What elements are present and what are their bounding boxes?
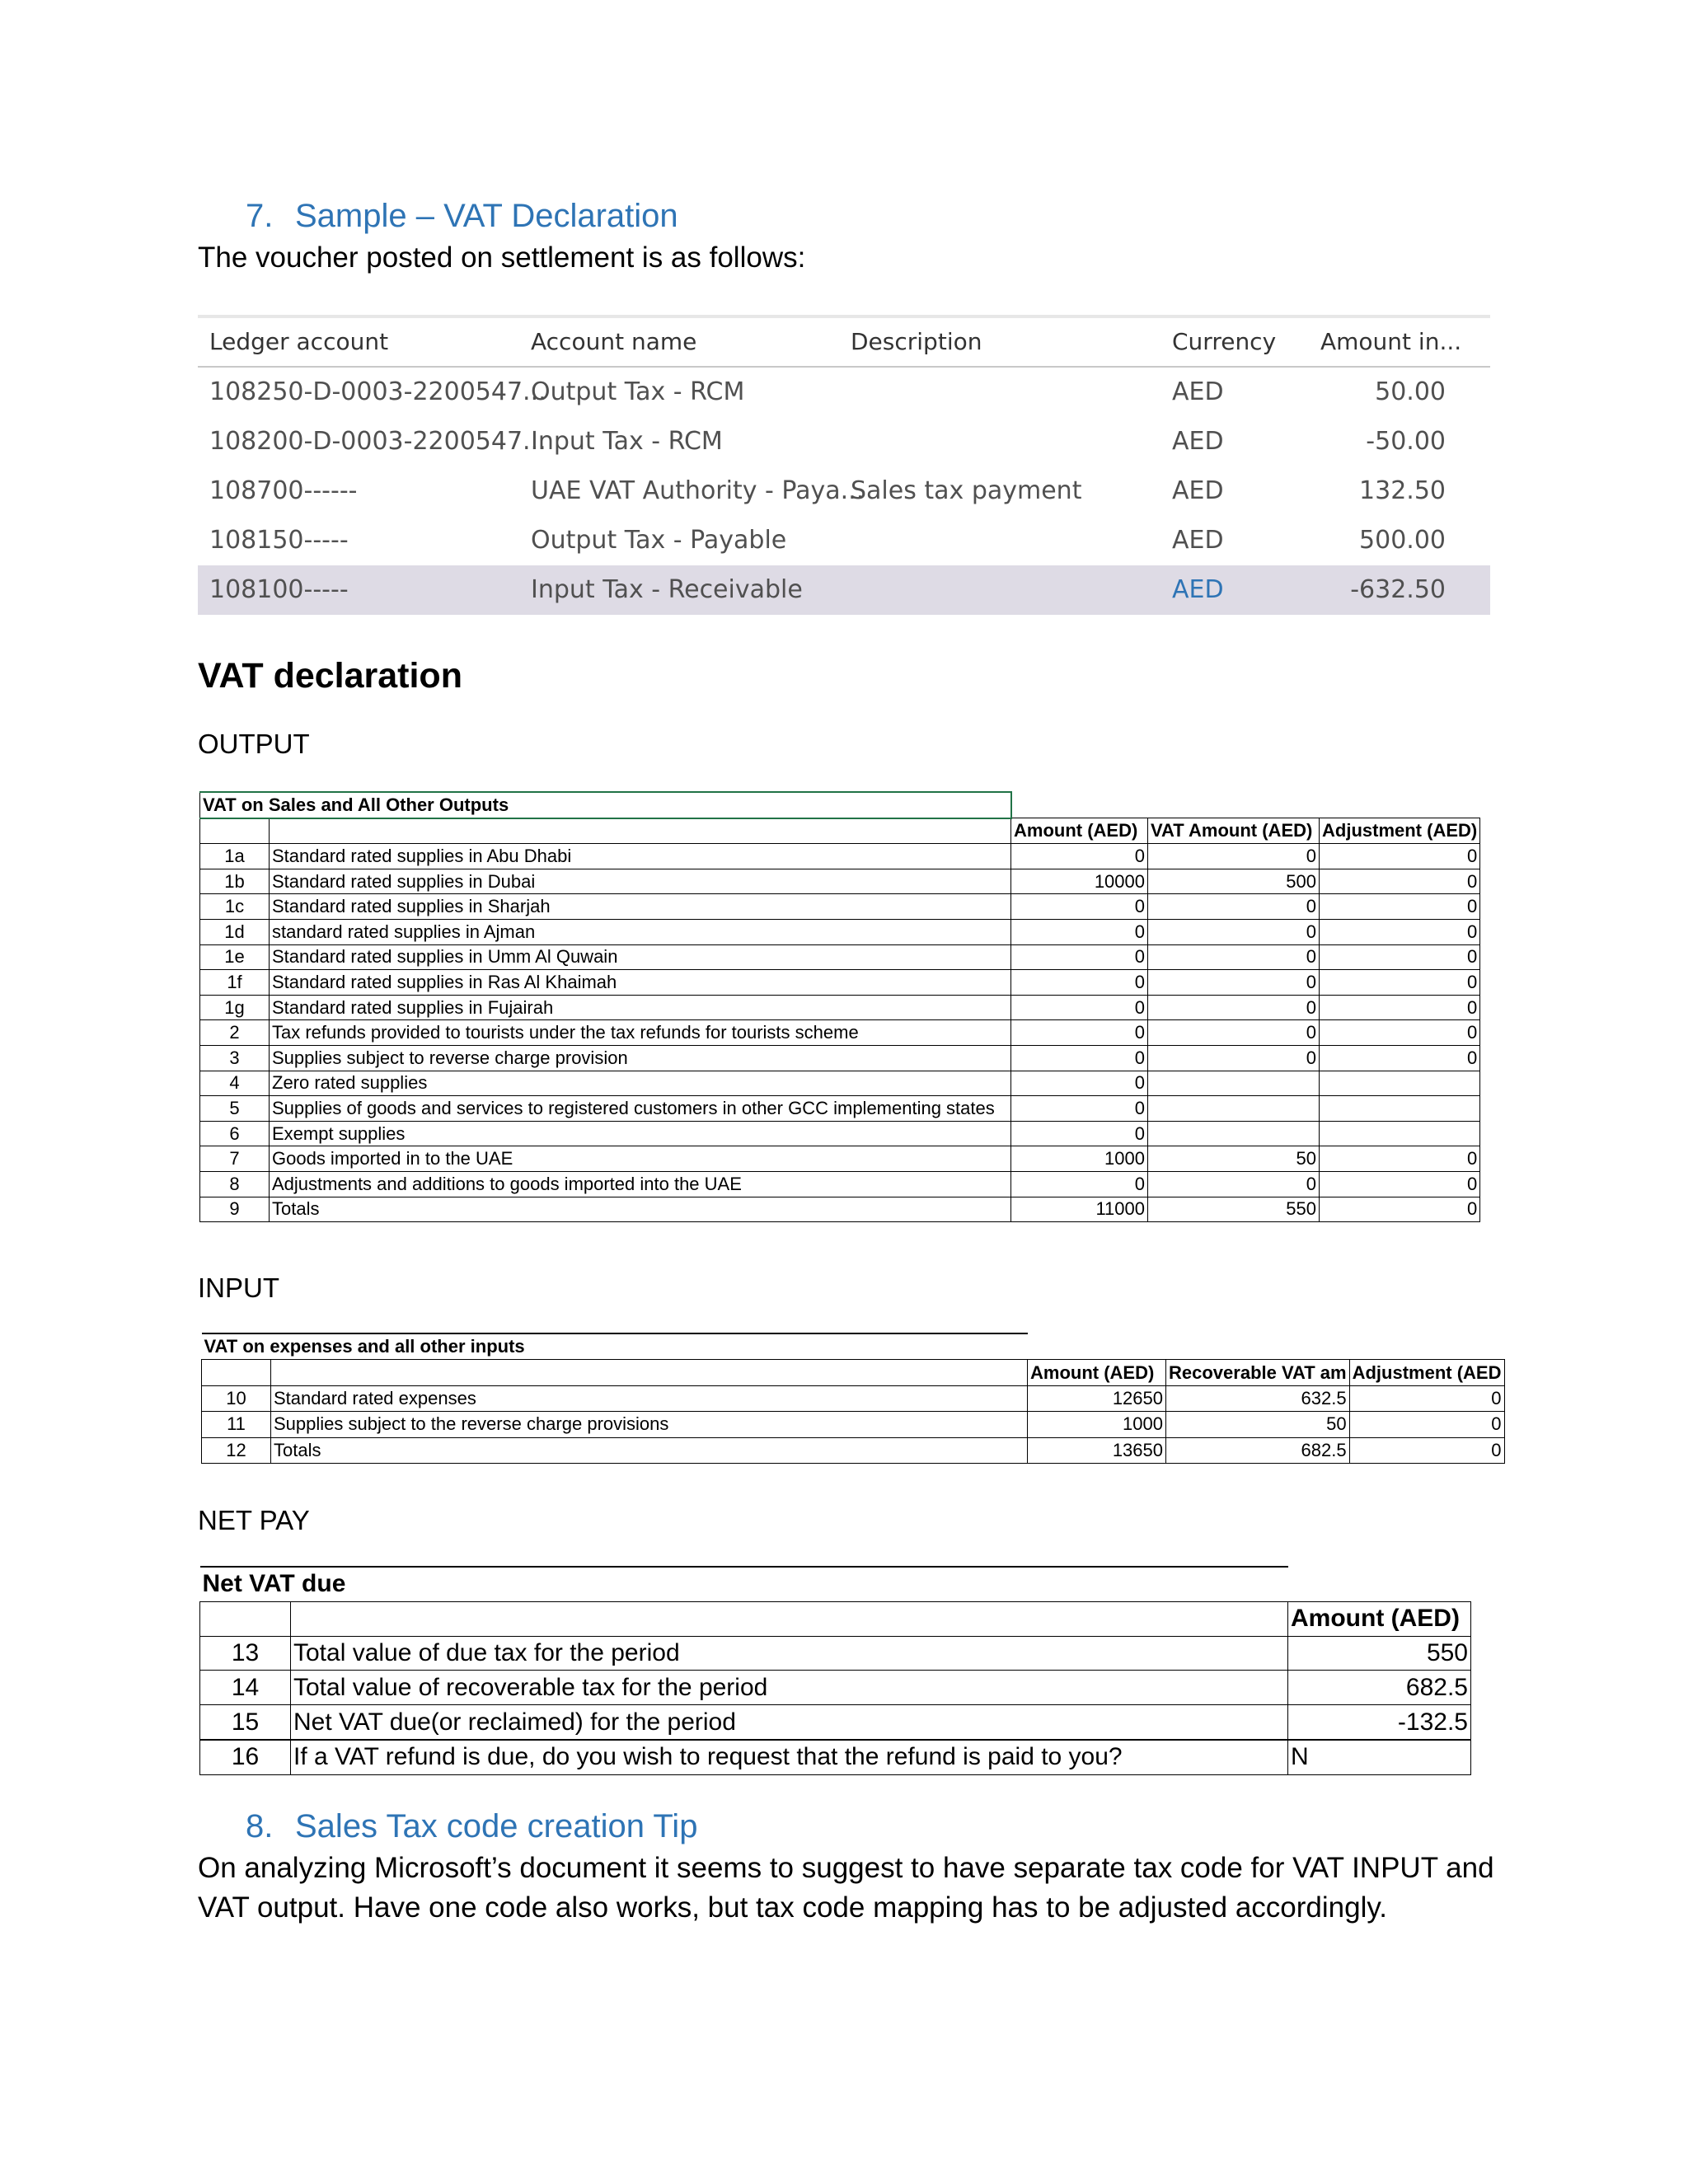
currency-cell: AED — [1172, 526, 1224, 555]
col-header-description[interactable]: Description — [851, 328, 982, 355]
output-totals-row — [200, 1197, 1480, 1222]
adjustment-value: 0 — [1349, 1385, 1504, 1411]
vat-amount-value: 500 — [1148, 869, 1320, 894]
box-number: 6 — [200, 1121, 270, 1146]
row-description: Zero rated supplies — [270, 1071, 1011, 1096]
output-header-vat-amount: VAT Amount (AED) — [1148, 818, 1320, 844]
input-row — [202, 1385, 1505, 1411]
adjustment-value — [1320, 1071, 1480, 1096]
box-number: 16 — [200, 1740, 291, 1774]
account-name-cell: Input Tax - RCM — [531, 427, 723, 456]
amount-value: 12650 — [1028, 1385, 1166, 1411]
ledger-account-cell: 108700------ — [209, 476, 358, 505]
vat-amount-value: 50 — [1148, 1146, 1320, 1172]
recoverable-vat-value: 682.5 — [1166, 1437, 1350, 1463]
adjustment-value: 0 — [1349, 1412, 1504, 1437]
voucher-grid-header — [198, 318, 1490, 368]
row-description: Standard rated supplies in Sharjah — [270, 894, 1011, 920]
box-number: 4 — [200, 1071, 270, 1096]
amount-cell: 500.00 — [1359, 526, 1446, 555]
box-number: 8 — [200, 1171, 270, 1197]
amount-value: 1000 — [1028, 1412, 1166, 1437]
vat-amount-value: 0 — [1148, 1045, 1320, 1071]
adjustment-value: 0 — [1320, 869, 1480, 894]
vat-amount-value: 0 — [1148, 919, 1320, 944]
row-description: Total value of due tax for the period — [291, 1636, 1288, 1671]
row-description: Total value of recoverable tax for the period — [291, 1671, 1288, 1705]
adjustment-value — [1320, 1121, 1480, 1146]
currency-cell[interactable]: AED — [1172, 575, 1224, 604]
row-description: Net VAT due(or reclaimed) for the period — [291, 1705, 1288, 1740]
voucher-row[interactable] — [198, 516, 1490, 565]
vat-amount-value: 0 — [1148, 995, 1320, 1020]
adjustment-value: 0 — [1320, 1146, 1480, 1172]
output-row — [200, 944, 1480, 970]
box-number: 1b — [200, 869, 270, 894]
vat-amount-value: 0 — [1148, 970, 1320, 996]
box-number: 12 — [202, 1437, 271, 1463]
amount-value: 0 — [1011, 1045, 1148, 1071]
adjustment-value: 0 — [1320, 1045, 1480, 1071]
input-totals-row — [202, 1437, 1505, 1463]
amount-value: 0 — [1011, 1071, 1148, 1096]
amount-value: 0 — [1011, 894, 1148, 920]
output-row — [200, 894, 1480, 920]
output-row — [200, 844, 1480, 869]
output-row — [200, 1096, 1480, 1122]
vat-amount-value — [1148, 1096, 1320, 1122]
amount-cell: 50.00 — [1375, 377, 1446, 406]
amount-value: 11000 — [1011, 1197, 1148, 1222]
account-name-cell: UAE VAT Authority - Paya... — [531, 476, 865, 505]
currency-cell: AED — [1172, 377, 1224, 406]
box-number: 1a — [200, 844, 270, 869]
voucher-grid — [198, 315, 1490, 615]
account-name-cell: Output Tax - Payable — [531, 526, 787, 555]
input-label: INPUT — [198, 1272, 279, 1303]
vat-amount-value: 550 — [1148, 1197, 1320, 1222]
amount-value: 1000 — [1011, 1146, 1148, 1172]
amount-cell: -632.50 — [1350, 575, 1446, 604]
voucher-row[interactable] — [198, 417, 1490, 466]
box-number: 2 — [200, 1020, 270, 1046]
vat-amount-value — [1148, 1121, 1320, 1146]
input-vat-table — [201, 1333, 1505, 1464]
netpay-label: NET PAY — [198, 1505, 310, 1535]
amount-value: 10000 — [1011, 869, 1148, 894]
net-vat-title: Net VAT due — [200, 1567, 1288, 1601]
row-description: Standard rated supplies in Ras Al Khaimah — [270, 970, 1011, 996]
ledger-account-cell: 108100----- — [209, 575, 349, 604]
col-header-ledger-account[interactable]: Ledger account — [209, 328, 389, 355]
amount-cell: -50.00 — [1366, 427, 1446, 456]
col-header-currency[interactable]: Currency — [1172, 328, 1277, 355]
ledger-account-cell: 108250-D-0003-2200547... — [209, 377, 546, 406]
box-number: 14 — [200, 1671, 291, 1705]
output-row — [200, 1045, 1480, 1071]
amount-value: 13650 — [1028, 1437, 1166, 1463]
description-cell: Sales tax payment — [851, 476, 1082, 505]
amount-value: 0 — [1011, 919, 1148, 944]
vat-amount-value: 0 — [1148, 944, 1320, 970]
output-row — [200, 1146, 1480, 1172]
input-row — [202, 1412, 1505, 1437]
section-8-title: Sales Tax code creation Tip — [295, 1808, 698, 1844]
amount-value: 682.5 — [1288, 1671, 1471, 1705]
row-description: standard rated supplies in Ajman — [270, 919, 1011, 944]
currency-cell: AED — [1172, 427, 1224, 456]
box-number: 13 — [200, 1636, 291, 1671]
output-header-adjustment: Adjustment (AED) — [1320, 818, 1480, 844]
row-description: Goods imported in to the UAE — [270, 1146, 1011, 1172]
box-number: 5 — [200, 1096, 270, 1122]
adjustment-value: 0 — [1320, 970, 1480, 996]
input-header-amount: Amount (AED) — [1028, 1360, 1166, 1385]
currency-cell: AED — [1172, 476, 1224, 505]
adjustment-value: 0 — [1320, 944, 1480, 970]
output-row — [200, 970, 1480, 996]
input-header-adjustment: Adjustment (AED — [1349, 1360, 1504, 1385]
adjustment-value: 0 — [1320, 1197, 1480, 1222]
input-header-recoverable-vat: Recoverable VAT am — [1166, 1360, 1350, 1385]
box-number: 1d — [200, 919, 270, 944]
box-number: 7 — [200, 1146, 270, 1172]
row-description: Tax refunds provided to tourists under the tax refunds for tourists scheme — [270, 1020, 1011, 1046]
output-row — [200, 919, 1480, 944]
box-number: 9 — [200, 1197, 270, 1222]
row-description: Standard rated supplies in Abu Dhabi — [270, 844, 1011, 869]
net-header-amount: Amount (AED) — [1288, 1601, 1471, 1636]
output-header-amount: Amount (AED) — [1011, 818, 1148, 844]
vat-amount-value — [1148, 1071, 1320, 1096]
adjustment-value: 0 — [1320, 844, 1480, 869]
vat-amount-value: 0 — [1148, 844, 1320, 869]
vat-amount-value: 0 — [1148, 894, 1320, 920]
row-description: Totals — [270, 1197, 1011, 1222]
voucher-row[interactable] — [198, 466, 1490, 516]
adjustment-value: 0 — [1320, 919, 1480, 944]
output-label: OUTPUT — [198, 729, 310, 759]
output-row — [200, 869, 1480, 894]
adjustment-value: 0 — [1320, 894, 1480, 920]
intro-paragraph: The voucher posted on settlement is as follows: — [198, 241, 806, 274]
adjustment-value — [1320, 1096, 1480, 1122]
adjustment-value: 0 — [1320, 1020, 1480, 1046]
row-description: Supplies subject to reverse charge provision — [270, 1045, 1011, 1071]
amount-value: 0 — [1011, 1020, 1148, 1046]
section-7-number: 7. — [246, 198, 274, 234]
amount-value: 0 — [1011, 1096, 1148, 1122]
ledger-account-cell: 108150----- — [209, 526, 349, 555]
closing-paragraph-line-1: On analyzing Microsoft’s document it seems to suggest to have separate tax code for VAT INPUT and — [198, 1852, 1494, 1884]
account-name-cell: Input Tax - Receivable — [531, 575, 803, 604]
box-number: 1g — [200, 995, 270, 1020]
output-vat-table — [199, 791, 1480, 1222]
output-row — [200, 1121, 1480, 1146]
row-description: Standard rated expenses — [271, 1385, 1028, 1411]
row-description: Standard rated supplies in Fujairah — [270, 995, 1011, 1020]
row-description: Standard rated supplies in Dubai — [270, 869, 1011, 894]
vat-amount-value: 0 — [1148, 1171, 1320, 1197]
net-row — [200, 1671, 1471, 1705]
amount-value: 0 — [1011, 970, 1148, 996]
recoverable-vat-value: 632.5 — [1166, 1385, 1350, 1411]
voucher-row-selected[interactable] — [198, 565, 1490, 615]
row-description: Totals — [271, 1437, 1028, 1463]
section-7-title: Sample – VAT Declaration — [295, 198, 678, 234]
output-table-title: VAT on Sales and All Other Outputs — [200, 792, 1011, 818]
refund-answer-value: N — [1288, 1740, 1471, 1774]
amount-value: 0 — [1011, 1121, 1148, 1146]
adjustment-value: 0 — [1320, 1171, 1480, 1197]
amount-cell: 132.50 — [1359, 476, 1446, 505]
amount-value: 0 — [1011, 995, 1148, 1020]
vat-declaration-heading: VAT declaration — [198, 656, 462, 696]
amount-value: 550 — [1288, 1636, 1471, 1671]
col-header-account-name[interactable]: Account name — [531, 328, 697, 355]
box-number: 1f — [200, 970, 270, 996]
row-description: Standard rated supplies in Umm Al Quwain — [270, 944, 1011, 970]
net-vat-table — [199, 1566, 1471, 1775]
row-description: If a VAT refund is due, do you wish to request that the refund is paid to you? — [291, 1740, 1288, 1774]
box-number: 10 — [202, 1385, 271, 1411]
output-row — [200, 1171, 1480, 1197]
voucher-row[interactable] — [198, 368, 1490, 417]
row-description: Adjustments and additions to goods imported into the UAE — [270, 1171, 1011, 1197]
box-number: 1e — [200, 944, 270, 970]
output-row — [200, 1020, 1480, 1046]
box-number: 3 — [200, 1045, 270, 1071]
input-table-title: VAT on expenses and all other inputs — [202, 1333, 1028, 1360]
row-description: Supplies of goods and services to registered customers in other GCC implementing states — [270, 1096, 1011, 1122]
amount-value: -132.5 — [1288, 1705, 1471, 1740]
ledger-account-cell: 108200-D-0003-2200547... — [209, 427, 546, 456]
col-header-amount[interactable]: Amount in... — [1320, 328, 1462, 355]
recoverable-vat-value: 50 — [1166, 1412, 1350, 1437]
output-row — [200, 1071, 1480, 1096]
box-number: 1c — [200, 894, 270, 920]
section-8-heading — [246, 1808, 697, 1845]
box-number: 15 — [200, 1705, 291, 1740]
closing-paragraph-line-2: VAT output. Have one code also works, but tax code mapping has to be adjusted accordingly. — [198, 1891, 1387, 1924]
section-7-heading — [246, 198, 678, 235]
amount-value: 0 — [1011, 944, 1148, 970]
amount-value: 0 — [1011, 1171, 1148, 1197]
adjustment-value: 0 — [1349, 1437, 1504, 1463]
net-row — [200, 1636, 1471, 1671]
net-row — [200, 1740, 1471, 1774]
section-8-number: 8. — [246, 1808, 274, 1844]
row-description: Supplies subject to the reverse charge provisions — [271, 1412, 1028, 1437]
amount-value: 0 — [1011, 844, 1148, 869]
output-row — [200, 995, 1480, 1020]
adjustment-value: 0 — [1320, 995, 1480, 1020]
account-name-cell: Output Tax - RCM — [531, 377, 745, 406]
vat-amount-value: 0 — [1148, 1020, 1320, 1046]
net-row — [200, 1705, 1471, 1740]
box-number: 11 — [202, 1412, 271, 1437]
row-description: Exempt supplies — [270, 1121, 1011, 1146]
